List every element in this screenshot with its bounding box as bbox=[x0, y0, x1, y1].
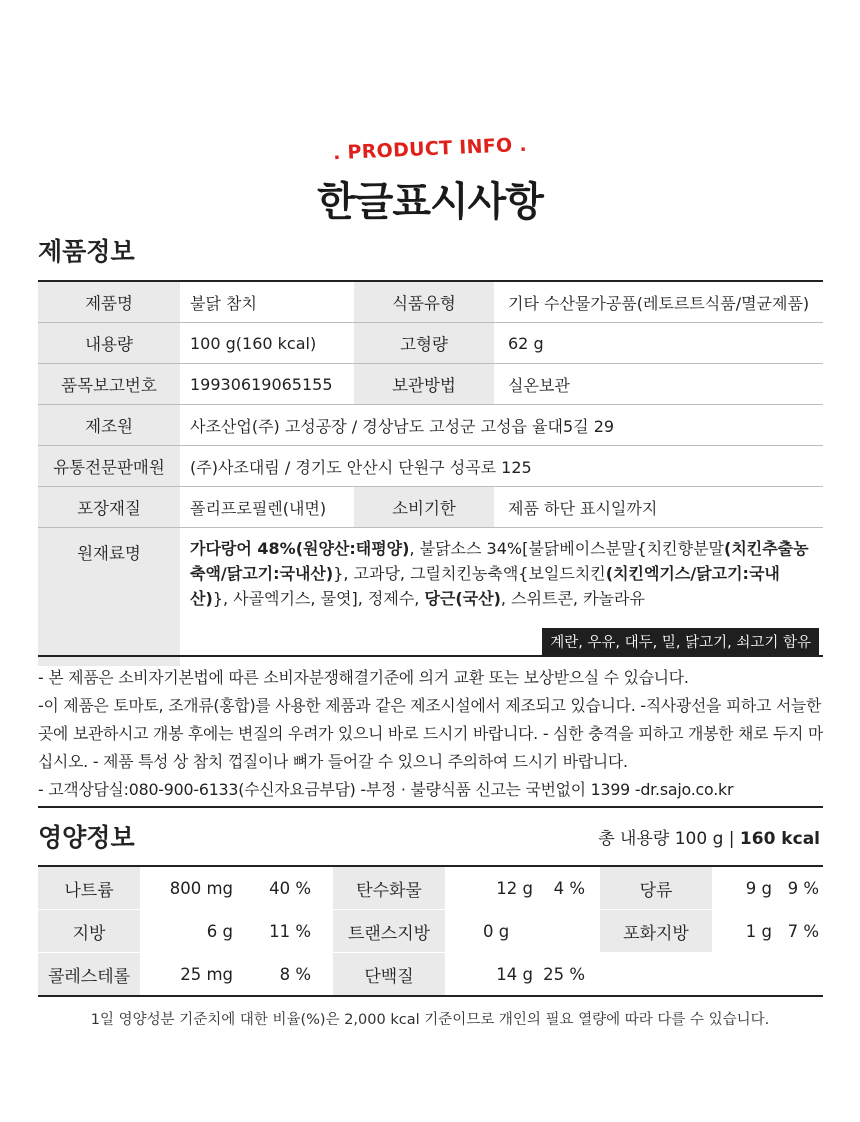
product-info-badge: . PRODUCT INFO . bbox=[332, 133, 528, 165]
total-content bbox=[598, 824, 820, 849]
notice-line: - 본 제품은 소비자기본법에 따른 소비자분쟁해결기준에 의거 교환 또는 보상받으실 수 있습니다. bbox=[38, 668, 689, 687]
nutrient-name: 탄수화물 bbox=[333, 867, 445, 909]
row-label: 보관방법 bbox=[354, 364, 494, 404]
row-value: 기타 수산물가공품(레토르트식품/멸균제품) bbox=[508, 293, 810, 313]
table-row bbox=[38, 323, 823, 364]
nutrient-name: 단백질 bbox=[333, 953, 445, 995]
divider bbox=[38, 995, 823, 997]
nutrient-percent: 4 % bbox=[553, 878, 585, 898]
nutrient-percent: 11 % bbox=[269, 921, 311, 941]
row-label: 고형량 bbox=[354, 323, 494, 363]
nutrient-percent: 9 % bbox=[787, 878, 819, 898]
product-section-title: 제품정보 bbox=[38, 237, 135, 266]
table-row bbox=[38, 867, 823, 910]
nutrient-name: 포화지방 bbox=[600, 910, 712, 952]
nutrient-name: 콜레스테롤 bbox=[38, 953, 140, 995]
row-label: 소비기한 bbox=[354, 487, 494, 527]
row-value: 사조산업(주) 고성공장 / 경상남도 고성군 고성읍 율대5길 29 bbox=[190, 416, 615, 436]
ingredient-text: , 스위트콘, 카놀라유 bbox=[500, 589, 645, 608]
table-row bbox=[38, 364, 823, 405]
nutrient-amount: 25 mg bbox=[180, 964, 233, 984]
nutrient-amount: 0 g bbox=[483, 921, 510, 941]
nutrient-name: 나트륨 bbox=[38, 867, 140, 909]
row-label: 품목보고번호 bbox=[38, 364, 180, 404]
row-value: 폴리프로필렌(내면) bbox=[190, 498, 327, 518]
nutrient-name: 지방 bbox=[38, 910, 140, 952]
row-label: 원재료명 bbox=[38, 528, 180, 666]
row-label: 제조원 bbox=[38, 405, 180, 445]
table-row bbox=[38, 910, 823, 953]
nutrient-percent: 7 % bbox=[787, 921, 819, 941]
table-row bbox=[38, 953, 823, 995]
notice-block bbox=[38, 664, 828, 804]
notice-line: - 고객상담실:080-900-6133(수신자요금부담) -부정 · 불량식품 신고는 국번없이 1399 -dr.sajo.co.kr bbox=[38, 780, 734, 799]
empty-cell bbox=[600, 953, 712, 995]
row-label: 내용량 bbox=[38, 323, 180, 363]
allergy-badge: 계란, 우유, 대두, 밀, 닭고기, 쇠고기 함유 bbox=[542, 628, 819, 656]
row-label: 제품명 bbox=[38, 282, 180, 322]
ingredient-text: }, 고과당, 그릴치킨농축액{보일드치킨 bbox=[333, 564, 606, 583]
row-label: 식품유형 bbox=[354, 282, 494, 322]
nutrient-percent: 40 % bbox=[269, 878, 311, 898]
ingredient-bold: (치킨추출농축액/닭고기:국내산) bbox=[190, 539, 809, 583]
row-value: 100 g(160 kcal) bbox=[190, 333, 317, 353]
table-row bbox=[38, 446, 823, 487]
ingredients-row bbox=[38, 528, 823, 666]
total-kcal: 160 kcal bbox=[739, 829, 820, 849]
row-value: (주)사조대림 / 경기도 안산시 단원구 성곡로 125 bbox=[190, 457, 532, 477]
nutrient-amount: 12 g bbox=[496, 878, 533, 898]
nutrient-amount: 800 mg bbox=[169, 878, 233, 898]
nutrient-amount: 6 g bbox=[206, 921, 233, 941]
ingredient-text: }, 사골엑기스, 물엿], 정제수, bbox=[212, 589, 425, 608]
ingredient-bold: 가다랑어 48%(원양산:태평양) bbox=[190, 539, 410, 558]
nutrient-percent: 8 % bbox=[279, 964, 311, 984]
ingredient-text: , 불닭소스 34%[불닭베이스분말{치킨향분말 bbox=[409, 539, 724, 558]
ingredients-text bbox=[190, 536, 813, 611]
product-info-table bbox=[38, 282, 823, 666]
nutrient-percent: 25 % bbox=[543, 964, 585, 984]
nutrient-amount: 1 g bbox=[745, 921, 772, 941]
nutrition-table bbox=[38, 867, 823, 995]
table-row bbox=[38, 405, 823, 446]
ingredients-cell bbox=[180, 528, 823, 666]
table-row bbox=[38, 487, 823, 528]
row-label: 유통전문판매원 bbox=[38, 446, 180, 486]
table-row bbox=[38, 282, 823, 323]
divider bbox=[38, 806, 823, 808]
row-value: 불닭 참치 bbox=[190, 293, 257, 313]
ingredient-bold: (치킨엑기스/닭고기:국내산) bbox=[190, 564, 780, 608]
nutrient-name: 당류 bbox=[600, 867, 712, 909]
row-value: 19930619065155 bbox=[190, 374, 333, 394]
nutrient-percent bbox=[533, 910, 585, 952]
total-label: 총 내용량 100 g | bbox=[598, 829, 740, 849]
nutrient-amount: 14 g bbox=[496, 964, 533, 984]
page-title: 한글표시사항 bbox=[317, 179, 543, 225]
notice-line: -이 제품은 토마토, 조개류(홍합)를 사용한 제품과 같은 제조시설에서 제조되고 있습니다. -직사광선을 피하고 서늘한 곳에 보관하시고 개봉 후에는 변질의 우려가 있으니 바로 드시기 바랍니다. - 심한 충격을 피하고 개봉한 채로 두지 마십시오. - 제품 특성 상 참치 껍질이나 뼈가 들어갈 수 있으니 주의하여 드시기 바랍니다. bbox=[38, 696, 824, 771]
row-value: 제품 하단 표시일까지 bbox=[508, 498, 658, 518]
row-label: 포장재질 bbox=[38, 487, 180, 527]
nutrition-footnote: 1일 영양성분 기준치에 대한 비율(%)은 2,000 kcal 기준이므로 개인의 필요 열량에 따라 다를 수 있습니다. bbox=[90, 1012, 770, 1028]
nutrient-amount: 9 g bbox=[745, 878, 772, 898]
nutrient-name: 트랜스지방 bbox=[333, 910, 445, 952]
row-value: 62 g bbox=[508, 333, 544, 353]
divider bbox=[38, 655, 823, 657]
ingredient-bold: 당근(국산) bbox=[424, 589, 501, 608]
nutrition-section-title: 영양정보 bbox=[38, 823, 135, 852]
row-value: 실온보관 bbox=[508, 375, 570, 395]
